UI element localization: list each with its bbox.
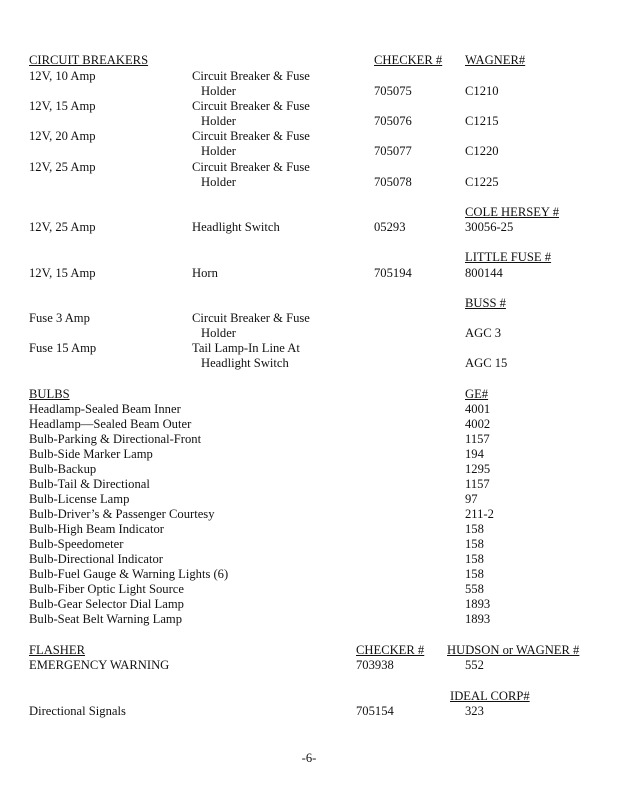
bulb-ge-no: 194 — [465, 447, 484, 461]
bulb-name: Bulb-Parking & Directional-Front — [29, 432, 202, 446]
column-header-checker: CHECKER # — [356, 643, 425, 657]
bulb-ge-no: 558 — [465, 582, 484, 596]
cb-rating: 12V, 10 Amp — [29, 69, 96, 83]
column-header-buss: BUSS # — [465, 296, 506, 310]
fuse-description-cont: Holder — [201, 326, 236, 340]
bulb-name: Bulb-Fiber Optic Light Source — [29, 582, 184, 596]
flasher-ideal-no: 323 — [465, 704, 484, 718]
page-number: -6- — [301, 751, 317, 765]
fuse-buss-no: AGC 3 — [465, 326, 502, 340]
cb-description-cont: Holder — [201, 84, 236, 98]
headlight-description: Headlight Switch — [192, 220, 280, 234]
bulb-name: Bulb-Directional Indicator — [29, 552, 163, 566]
bulb-ge-no: 158 — [465, 522, 484, 536]
column-header-hudson-wagner: HUDSON or WAGNER # — [447, 643, 580, 657]
fuse-description-cont: Headlight Switch — [201, 356, 289, 370]
bulb-name: Bulb-Tail & Directional — [29, 477, 150, 491]
bulb-name: Bulb-Driver’s & Passenger Courtesy — [29, 507, 215, 521]
flasher-name: EMERGENCY WARNING — [29, 658, 170, 672]
cb-checker-no: 705078 — [374, 175, 412, 189]
column-header-ge: GE# — [465, 387, 489, 401]
cb-description: Circuit Breaker & Fuse — [192, 69, 310, 83]
bulb-name: Bulb-Seat Belt Warning Lamp — [29, 612, 182, 626]
cb-wagner-no: C1225 — [465, 175, 499, 189]
cb-description: Circuit Breaker & Fuse — [192, 160, 310, 174]
fuse-rating: Fuse 15 Amp — [29, 341, 97, 355]
column-header-checker: CHECKER # — [374, 53, 443, 67]
section-heading-flasher: FLASHER — [29, 643, 85, 657]
bulb-name: Bulb-High Beam Indicator — [29, 522, 165, 536]
headlight-checker-no: 05293 — [374, 220, 406, 234]
column-header-little-fuse: LITTLE FUSE # — [465, 250, 552, 264]
bulb-name: Bulb-Side Marker Lamp — [29, 447, 153, 461]
bulb-ge-no: 158 — [465, 537, 484, 551]
bulb-ge-no: 1893 — [465, 597, 491, 611]
cb-checker-no: 705076 — [374, 114, 412, 128]
flasher-name: Directional Signals — [29, 704, 126, 718]
cb-checker-no: 705075 — [374, 84, 412, 98]
column-header-wagner: WAGNER# — [465, 53, 526, 67]
cb-wagner-no: C1210 — [465, 84, 499, 98]
bulb-ge-no: 158 — [465, 567, 484, 581]
bulb-ge-no: 97 — [465, 492, 478, 506]
cb-checker-no: 705077 — [374, 144, 412, 158]
bulb-ge-no: 4002 — [465, 417, 491, 431]
column-header-cole-hersey: COLE HERSEY # — [465, 205, 559, 219]
flasher-checker-no: 703938 — [356, 658, 394, 672]
bulb-name: Headlamp-Sealed Beam Inner — [29, 402, 181, 416]
cb-description-cont: Holder — [201, 175, 236, 189]
cb-wagner-no: C1215 — [465, 114, 499, 128]
section-heading-circuit-breakers: CIRCUIT BREAKERS — [29, 53, 149, 67]
bulb-ge-no: 158 — [465, 552, 484, 566]
fuse-description: Circuit Breaker & Fuse — [192, 311, 310, 325]
flasher-hudson-no: 552 — [465, 658, 484, 672]
section-heading-bulbs: BULBS — [29, 387, 70, 401]
bulb-ge-no: 1157 — [465, 432, 490, 446]
fuse-buss-no: AGC 15 — [465, 356, 508, 370]
bulb-ge-no: 211-2 — [465, 507, 494, 521]
bulb-ge-no: 1893 — [465, 612, 491, 626]
horn-little-fuse-no: 800144 — [465, 266, 503, 280]
column-header-ideal-corp: IDEAL CORP# — [450, 689, 530, 703]
horn-checker-no: 705194 — [374, 266, 412, 280]
flasher-checker-no: 705154 — [356, 704, 394, 718]
bulb-name: Bulb-Fuel Gauge & Warning Lights (6) — [29, 567, 229, 581]
fuse-description: Tail Lamp-In Line At — [192, 341, 300, 355]
bulb-ge-no: 1157 — [465, 477, 490, 491]
bulb-name: Bulb-Backup — [29, 462, 97, 476]
cb-description: Circuit Breaker & Fuse — [192, 99, 310, 113]
cb-description-cont: Holder — [201, 114, 236, 128]
cb-rating: 12V, 25 Amp — [29, 160, 96, 174]
horn-description: Horn — [192, 266, 218, 280]
bulb-name: Headlamp—Sealed Beam Outer — [29, 417, 192, 431]
bulb-ge-no: 4001 — [465, 402, 491, 416]
bulb-ge-no: 1295 — [465, 462, 491, 476]
bulb-name: Bulb-License Lamp — [29, 492, 130, 506]
cb-description: Circuit Breaker & Fuse — [192, 129, 310, 143]
bulb-name: Bulb-Speedometer — [29, 537, 124, 551]
horn-rating: 12V, 15 Amp — [29, 266, 96, 280]
bulb-name: Bulb-Gear Selector Dial Lamp — [29, 597, 184, 611]
cb-wagner-no: C1220 — [465, 144, 499, 158]
cb-rating: 12V, 15 Amp — [29, 99, 96, 113]
cb-rating: 12V, 20 Amp — [29, 129, 96, 143]
headlight-rating: 12V, 25 Amp — [29, 220, 96, 234]
headlight-cole-hersey-no: 30056-25 — [465, 220, 514, 234]
fuse-rating: Fuse 3 Amp — [29, 311, 90, 325]
cb-description-cont: Holder — [201, 144, 236, 158]
